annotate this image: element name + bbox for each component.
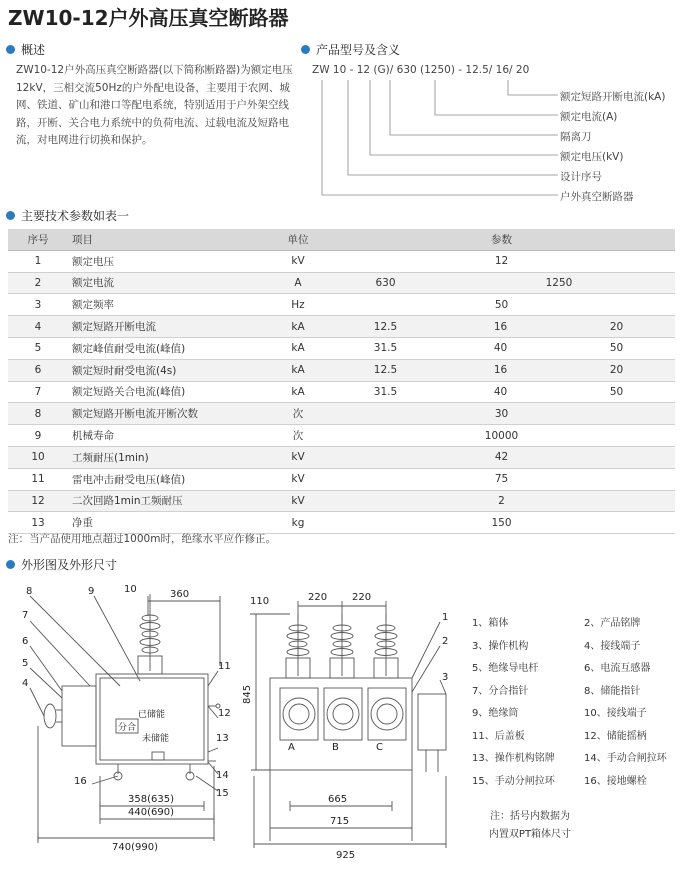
bullet-icon <box>6 560 15 569</box>
table-cell: 净重 <box>68 512 268 534</box>
table-cell: 31.5 <box>328 337 443 359</box>
table-row <box>8 316 675 338</box>
table-cell: kA <box>268 359 328 381</box>
table-row <box>8 381 675 403</box>
legend-item: 11、后盖板 <box>472 730 525 742</box>
table-cell: 7 <box>8 381 68 403</box>
model-label-3: 隔离刀 <box>560 131 592 143</box>
callout-12: 12 <box>218 708 231 719</box>
header-params: 参数 <box>328 229 675 250</box>
table-row <box>8 490 675 512</box>
overview-text: ZW10-12户外高压真空断路器(以下简称断路器)为额定电压12kV，三相交流50Hz的户外配电设备，主要用于农网、城网、铁道、矿山和港口等配电系统，特别适用于户外架空线路，开断、关合电力系统中的负荷电流、过载电流及短路电流，对电网进行切换和保护。 <box>16 64 293 146</box>
callout-11: 11 <box>218 661 231 672</box>
table-cell: 12 <box>328 250 675 272</box>
table-cell: kA <box>268 316 328 338</box>
legend-item: 5、绝缘导电杆 <box>472 663 539 674</box>
table-cell: 额定短路关合电流(峰值) <box>68 381 268 403</box>
table-cell: 20 <box>558 359 675 381</box>
table-cell: 16 <box>443 359 558 381</box>
table-cell: kg <box>268 512 328 534</box>
table-cell: kV <box>268 446 328 468</box>
phase-a: A <box>288 742 295 753</box>
table-cell: 10000 <box>328 425 675 447</box>
model-code: ZW 10 - 12 (G)/ 630 (1250) - 12.5/ 16/ 20 <box>312 64 530 76</box>
callout-6: 6 <box>22 636 29 647</box>
table-cell: 75 <box>328 468 675 490</box>
footnote-line-2: 内置双PT箱体尺寸 <box>488 829 572 840</box>
legend-item: 8、储能指针 <box>584 685 641 697</box>
table-cell: 20 <box>558 316 675 338</box>
callout-1: 1 <box>442 612 449 623</box>
table-cell: 1250 <box>443 272 675 294</box>
table-cell: 5 <box>8 337 68 359</box>
table-header-row <box>8 229 675 250</box>
legend-item: 1、箱体 <box>472 618 509 629</box>
table-cell: 12.5 <box>328 316 443 338</box>
table-cell: 工频耐压(1min) <box>68 446 268 468</box>
dim-220-a: 220 <box>308 592 328 603</box>
table-cell: 10 <box>8 446 68 468</box>
table-cell: 机械寿命 <box>68 425 268 447</box>
table-cell: 额定频率 <box>68 294 268 316</box>
table-cell: 额定电压 <box>68 250 268 272</box>
table-cell: 额定短路开断电流 <box>68 316 268 338</box>
table-row <box>8 446 675 468</box>
table-cell: 额定短时耐受电流(4s) <box>68 359 268 381</box>
table-cell: kA <box>268 381 328 403</box>
header-item: 项目 <box>68 229 268 250</box>
dim-845: 845 <box>242 684 253 704</box>
legend-item: 14、手动合闸拉环 <box>584 753 667 764</box>
callout-15: 15 <box>216 788 229 799</box>
table-cell: 3 <box>8 294 68 316</box>
table-cell: A <box>268 272 328 294</box>
dim-358: 358(635) <box>128 794 174 805</box>
bullet-icon <box>6 211 15 220</box>
section-dims-label: 外形图及外形尺寸 <box>21 558 118 572</box>
callout-5: 5 <box>22 658 29 669</box>
legend-item: 7、分合指针 <box>472 685 529 697</box>
table-cell: Hz <box>268 294 328 316</box>
table-cell: 雷电冲击耐受电压(峰值) <box>68 468 268 490</box>
section-model-title <box>301 41 400 58</box>
dim-715: 715 <box>330 816 350 827</box>
legend-item: 10、接线端子 <box>584 708 647 719</box>
table-cell: 16 <box>443 316 558 338</box>
dim-220-b: 220 <box>352 592 372 603</box>
table-cell: kV <box>268 250 328 272</box>
panel-open-close: 分合 <box>118 723 137 733</box>
table-row <box>8 337 675 359</box>
callout-8: 8 <box>26 586 33 597</box>
table-row <box>8 425 675 447</box>
table-cell: 1 <box>8 250 68 272</box>
table-cell: 40 <box>443 337 558 359</box>
section-dims-title <box>6 556 117 573</box>
model-label-2: 额定电流(A) <box>560 111 618 123</box>
callout-10: 10 <box>124 584 137 595</box>
dim-740: 740(990) <box>112 842 158 853</box>
legend-item: 9、绝缘筒 <box>472 708 519 719</box>
dim-925: 925 <box>336 850 356 861</box>
callout-14: 14 <box>216 770 229 781</box>
dim-665: 665 <box>328 794 348 805</box>
footnote-line-1: 注：括号内数据为 <box>490 811 570 822</box>
table-row <box>8 294 675 316</box>
table-cell: 6 <box>8 359 68 381</box>
page-title: ZW10-12户外高压真空断路器 <box>8 6 289 30</box>
table-cell: 2 <box>328 490 675 512</box>
callout-2: 2 <box>442 636 449 647</box>
phase-c: C <box>376 742 383 753</box>
legend-item: 3、操作机构 <box>472 640 529 652</box>
legend-item: 15、手动分闸拉环 <box>472 775 555 787</box>
table-row <box>8 272 675 294</box>
table-cell: kV <box>268 468 328 490</box>
legend-item: 13、操作机构铭牌 <box>472 753 555 764</box>
callout-13: 13 <box>216 733 229 744</box>
dim-110: 110 <box>250 596 270 607</box>
table-cell: 11 <box>8 468 68 490</box>
model-label-4: 额定电压(kV) <box>560 151 624 163</box>
dim-360: 360 <box>170 589 190 600</box>
legend-item: 6、电流互感器 <box>584 663 651 674</box>
table-row <box>8 250 675 272</box>
section-overview-title <box>6 41 45 58</box>
panel-uncharged: 未储能 <box>142 734 170 744</box>
model-label-1: 额定短路开断电流(kA) <box>560 91 666 103</box>
spec-table <box>8 229 675 534</box>
table-cell: 150 <box>328 512 675 534</box>
section-overview-label: 概述 <box>21 43 46 57</box>
table-cell: 12.5 <box>328 359 443 381</box>
table-cell: 额定短路开断电流开断次数 <box>68 403 268 425</box>
table-cell: 30 <box>328 403 675 425</box>
table-cell: kV <box>268 490 328 512</box>
table-cell: 4 <box>8 316 68 338</box>
section-params-label: 主要技术参数如表一 <box>21 209 130 223</box>
table-cell: kA <box>268 337 328 359</box>
legend-item: 16、接地螺栓 <box>584 775 647 787</box>
table-row <box>8 468 675 490</box>
legend-item: 2、产品铭牌 <box>584 618 641 629</box>
table-cell: 次 <box>268 403 328 425</box>
side-view-drawing <box>0 576 250 872</box>
callout-3: 3 <box>442 672 449 683</box>
table-cell: 50 <box>328 294 675 316</box>
table-cell: 40 <box>443 381 558 403</box>
legend-item: 4、接线端子 <box>584 640 641 652</box>
front-view-drawing <box>240 576 462 872</box>
table-cell: 额定电流 <box>68 272 268 294</box>
callout-7: 7 <box>22 610 29 621</box>
model-label-5: 设计序号 <box>560 171 602 183</box>
phase-b: B <box>332 742 339 753</box>
model-leader-lines <box>300 78 560 208</box>
table-row <box>8 359 675 381</box>
table-cell: 8 <box>8 403 68 425</box>
table-cell: 次 <box>268 425 328 447</box>
bullet-icon <box>6 45 15 54</box>
header-unit: 单位 <box>268 229 328 250</box>
table-row <box>8 403 675 425</box>
table-cell: 630 <box>328 272 443 294</box>
callout-4: 4 <box>22 678 29 689</box>
section-model-label: 产品型号及含义 <box>316 43 401 57</box>
table-cell: 42 <box>328 446 675 468</box>
section-params-title <box>6 207 129 224</box>
model-label-6: 户外真空断路器 <box>560 191 634 203</box>
callout-9: 9 <box>88 586 95 597</box>
table-cell: 50 <box>558 337 675 359</box>
table-cell: 12 <box>8 490 68 512</box>
table-cell: 2 <box>8 272 68 294</box>
table-cell: 额定峰值耐受电流(峰值) <box>68 337 268 359</box>
table-cell: 50 <box>558 381 675 403</box>
table-cell: 31.5 <box>328 381 443 403</box>
table-cell: 9 <box>8 425 68 447</box>
altitude-note: 注：当产品使用地点超过1000m时，绝缘水平应作修正。 <box>8 533 276 545</box>
bullet-icon <box>301 45 310 54</box>
legend-item: 12、储能摇柄 <box>584 730 647 742</box>
table-cell: 二次回路1min工频耐压 <box>68 490 268 512</box>
callout-16: 16 <box>74 776 87 787</box>
panel-charged: 已储能 <box>138 710 166 720</box>
header-index: 序号 <box>8 229 68 250</box>
dimension-footnote <box>470 808 590 844</box>
table-cell: 13 <box>8 512 68 534</box>
dim-440: 440(690) <box>128 807 174 818</box>
